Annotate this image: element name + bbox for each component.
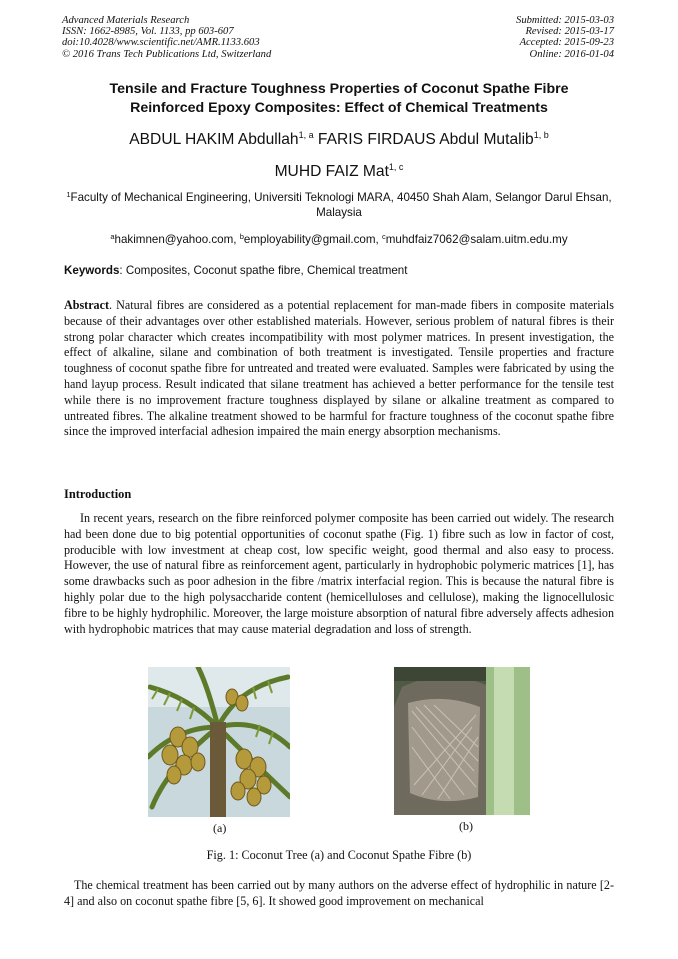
- email-b-sup: b: [239, 232, 244, 241]
- email-b[interactable]: employability@gmail.com,: [243, 233, 379, 246]
- author-line-2: [30, 158, 648, 181]
- journal-doi: doi:10.4028/www.scientific.net/AMR.1133.603: [62, 37, 260, 49]
- email-a-sup: a: [110, 232, 115, 241]
- date-accepted: Accepted: 2015-09-23: [519, 37, 614, 49]
- closing-paragraph: The chemical treatment has been carried out by many authors on the adverse effect of hydrophilic in nature [2-4] and also on coconut spathe fibre [5, 6]. It showed good improvement on mechanical: [64, 878, 614, 908]
- affiliation-sup: 1: [66, 190, 71, 199]
- author-1: ABDUL HAKIM Abdullah: [129, 131, 299, 148]
- coconut-spathe-photo: [394, 667, 530, 815]
- coconut-tree-photo: [148, 667, 290, 817]
- date-online: Online: 2016-01-04: [529, 48, 614, 60]
- affiliation: [60, 187, 618, 220]
- email-c[interactable]: muhdfaiz7062@salam.uitm.edu.my: [385, 233, 568, 246]
- author-3-sup: 1, c: [388, 162, 404, 172]
- title-line-1: Tensile and Fracture Toughness Properties of Coconut Spathe Fibre: [109, 81, 569, 97]
- date-submitted: Submitted: 2015-03-03: [516, 15, 614, 26]
- journal-copyright: © 2016 Trans Tech Publications Ltd, Switzerland: [62, 48, 272, 60]
- keywords-label: Keywords: [64, 264, 120, 277]
- journal-issn: ISSN: 1662-8985, Vol. 1133, pp 603-607: [62, 26, 234, 38]
- keywords: [64, 263, 624, 278]
- journal-info: [62, 15, 271, 60]
- abstract-label: Abstract: [64, 298, 110, 312]
- author-1-sup: 1, a: [298, 130, 314, 140]
- abstract-text: . Natural fibres are considered as a potential replacement for man-made fibers in composite materials because of their advantages over other established materials. However, serious problem of natural fibres is their strong polar character which creates incompatibility with most polymer matrices. In present investigation, the effect of alkaline, silane and combination of both treatment is investigated. Tensile properties and fracture toughness of coconut spathe fibre for untreated and treated were evaluated. Samples were fabricated by using the hand layup process. Result indicated that silane treatment has achieved a better performance for the tensile test while there is no improvement fracture toughness displayed by silane or alkaline treatment as compared to untreated fibres. The alkaline treatment showed to be harmful for fracture toughness of the coconut spathe fibre since the improved interfacial adhesion impaired the main energy absorption mechanisms.: [64, 298, 614, 439]
- date-revised: Revised: 2015-03-17: [525, 26, 614, 38]
- paper-title: [40, 80, 638, 118]
- introduction-heading: Introduction: [64, 487, 132, 501]
- author-line-1: [30, 126, 648, 149]
- journal-name: Advanced Materials Research: [62, 15, 190, 26]
- affiliation-text: Faculty of Mechanical Engineering, Universiti Teknologi MARA, 40450 Shah Alam, Selangor Darul Ehsan, Malaysia: [70, 191, 612, 219]
- abstract: [64, 298, 614, 440]
- author-2: FARIS FIRDAUS Abdul Mutalib: [317, 131, 534, 148]
- introduction-paragraph: In recent years, research on the fibre reinforced polymer composite has been carried out widely. The research had been done due to big potential opportunities of coconut spathe (Fig. 1) fibre such as low in factor of cost, producible with low investment at cheap cost, low specific weight, good thermal and also easy to process. However, the use of natural fibre as reinforcement agent, particularly in hydrophobic polymeric matrices [1], has some drawbacks such as poor adhesion in the fibre /matrix interfacial region. This is because the natural fibre is highly polar due to the high polysaccharide content (hemicelluloses and cellulose), making the lignocellulosic fibre to be highly hydrophilic. Moreover, the large moisture absorption of natural fibre adversely affects adhesion with hydrophobic matrices that may cause material degradation and loss of strength.: [64, 511, 614, 636]
- author-3: MUHD FAIZ Mat: [274, 163, 389, 180]
- email-a[interactable]: hakimnen@yahoo.com,: [114, 233, 237, 246]
- figure-label-b: (b): [459, 819, 473, 833]
- figure-caption: Fig. 1: Coconut Tree (a) and Coconut Spathe Fibre (b): [206, 848, 472, 862]
- author-2-sup: 1, b: [533, 130, 549, 140]
- submission-dates: [516, 15, 614, 60]
- title-line-2: Reinforced Epoxy Composites: Effect of Chemical Treatments: [130, 100, 548, 116]
- email-c-sup: c: [381, 232, 386, 241]
- figure-label-a: (a): [213, 821, 227, 835]
- author-emails: [40, 229, 638, 247]
- keywords-text: : Composites, Coconut spathe fibre, Chemical treatment: [119, 264, 408, 277]
